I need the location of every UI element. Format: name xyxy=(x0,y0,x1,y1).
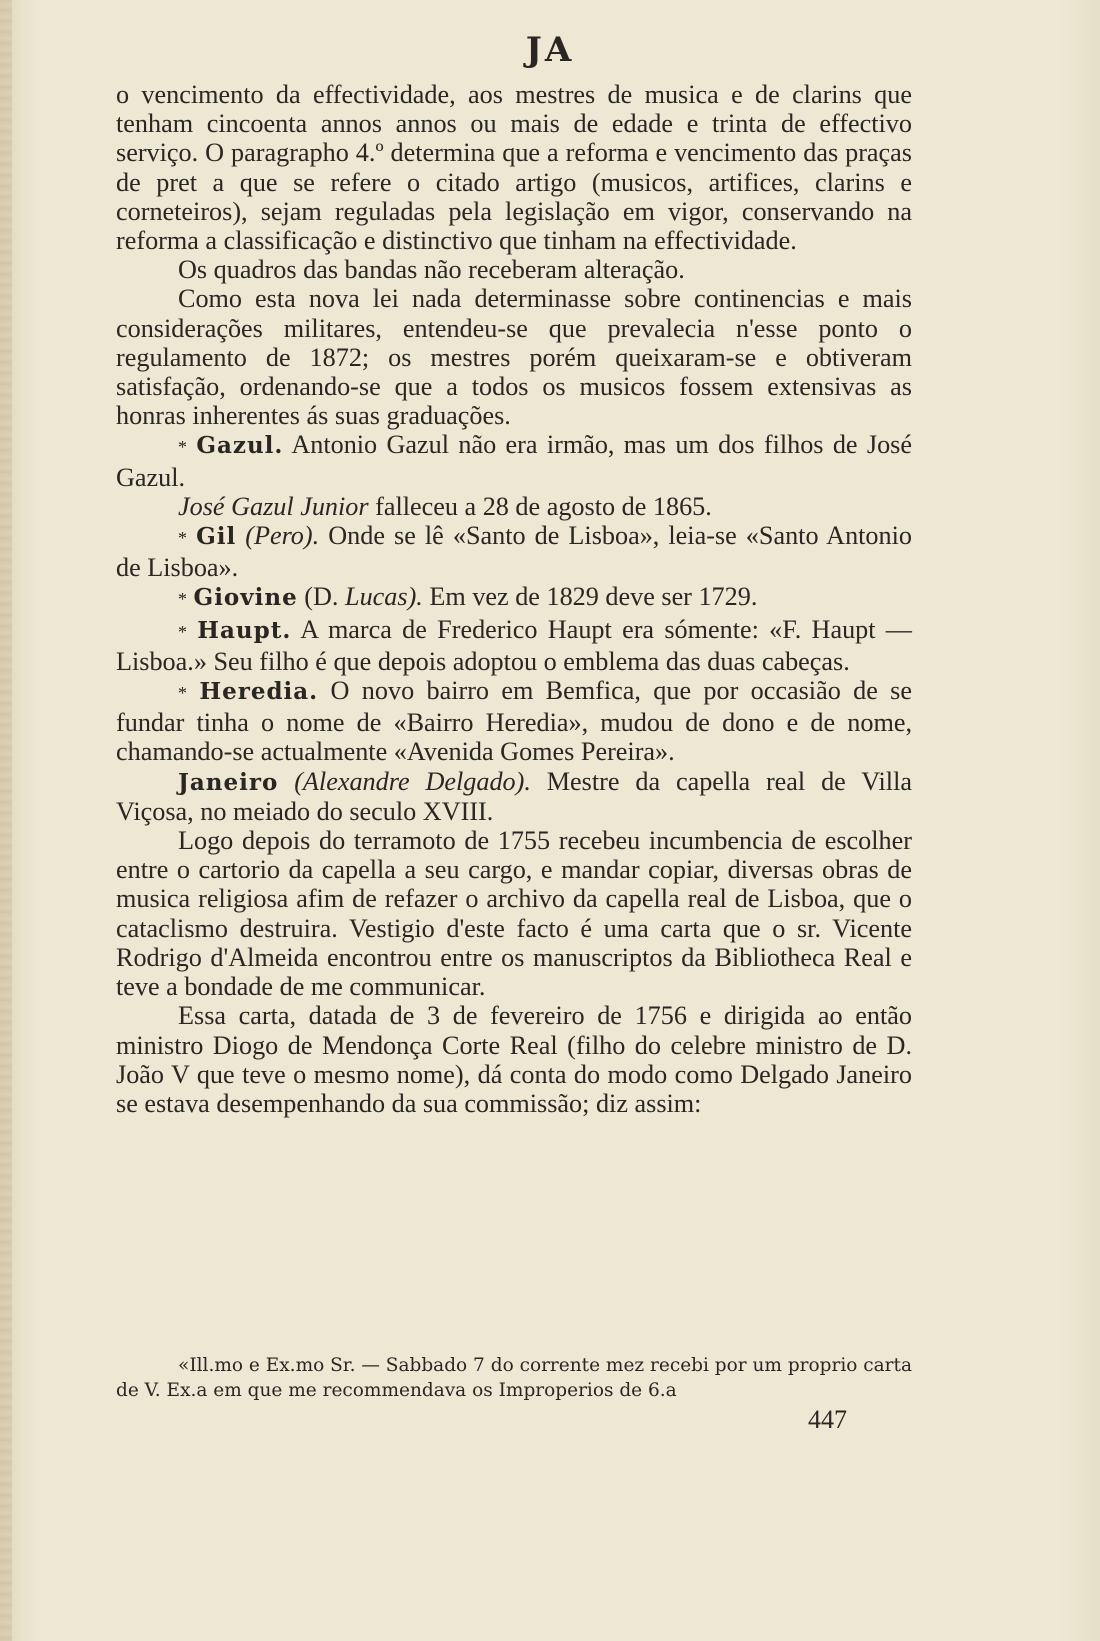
entry-haupt xyxy=(116,615,912,676)
running-header: JA xyxy=(525,30,575,70)
entry-janeiro-text: Mestre da capella real de Villa Viçosa, no meiado do seculo XVIII. xyxy=(116,766,912,826)
page-spine-edge xyxy=(0,0,12,1641)
entry-haupt-head: Haupt. xyxy=(197,616,292,644)
entry-haupt-text: A marca de Frederico Haupt era sómente: «F. Haupt — Lisboa.» Seu filho é que depois adoptou o emblema das duas cabeças. xyxy=(116,614,912,676)
star-mark: * xyxy=(178,437,187,458)
entry-jose-gazul xyxy=(116,492,912,521)
page-number: 447 xyxy=(808,1405,847,1434)
star-mark: * xyxy=(178,528,187,549)
entry-gil-sub: (Pero). xyxy=(236,521,320,551)
entry-jose-text: falleceu a 28 de agosto de 1865. xyxy=(368,491,712,521)
entry-jose-name: José Gazul Junior xyxy=(178,491,369,521)
footnote xyxy=(116,1353,912,1403)
entry-gil-text: Onde se lê «Santo de Lisboa», leia-se «Santo Antonio de Lisboa». xyxy=(116,521,912,583)
entry-giovine xyxy=(116,582,912,614)
star-mark: * xyxy=(178,589,187,610)
entry-gil-head: Gil xyxy=(196,523,237,551)
entry-gazul-text: Antonio Gazul não era irmão, mas um dos filhos de José Gazul. xyxy=(116,430,912,492)
footnote-text: «Ill.mo e Ex.mo Sr. — Sabbado 7 do corrente mez recebi por um proprio carta de V. Ex.a em que me recommendava os Improperios de 6.a xyxy=(116,1355,912,1401)
paragraph-quadros: Os quadros das bandas não receberam alteração. xyxy=(178,255,685,285)
star-mark: * xyxy=(178,683,187,704)
entry-heredia-head: Heredia. xyxy=(199,678,319,706)
star-mark: * xyxy=(178,621,187,642)
entry-heredia-text: O novo bairro em Bemfica, que por occasião de se fundar tinha o nome de «Bairro Heredia», mudou de dono e de nome, chamando-se actualmente «Avenida Gomes Pereira». xyxy=(116,676,912,767)
paragraph-reform: o vencimento da effectividade, aos mestres de musica e de clarins que tenham cincoenta annos annos ou mais de edade e trinta de effectivo serviço. O paragrapho 4.º determina que a reforma e vencimento das praças de pret a que se refere o citado artigo (musicos, artifices, clarins e corneteiros), sejam reguladas pela legislação em vigor, conservando na reforma a classificação e distinctivo que tinham na effectividade. xyxy=(116,80,912,256)
entry-giovine-head: Giovine xyxy=(193,584,298,612)
entry-gil xyxy=(116,521,912,582)
entry-janeiro-head: Janeiro xyxy=(178,768,279,796)
paragraph-logo: Logo depois do terramoto de 1755 recebeu incumbencia de escolher entre o cartorio da capella a seu cargo, e mandar copiar, diversas obras de musica religiosa afim de refazer o archivo da capella real de Lisboa, que o cataclismo destruira. Vestigio d'este facto é uma carta que o sr. Vicente Rodrigo d'Almeida encontrou entre os manuscriptos da Bibliotheca Real e teve a bondade de me communicar. xyxy=(116,826,912,1002)
entry-giovine-sub-b: Lucas). xyxy=(345,582,423,612)
entry-giovine-text: Em vez de 1829 deve ser 1729. xyxy=(422,582,758,612)
entry-gazul xyxy=(116,430,912,491)
entry-janeiro-sub: (Alexandre Delgado). xyxy=(278,766,531,796)
main-text xyxy=(116,80,912,1118)
paragraph-continencias: Como esta nova lei nada determinasse sobre continencias e mais considerações militares, entendeu-se que prevalecia n'esse ponto o regulamento de 1872; os mestres porém queixaram-se e obtiveram satisfação, ordenando-se que a todos os musicos fossem extensivas as honras inherentes ás suas graduações. xyxy=(116,284,912,431)
entry-gazul-head: Gazul. xyxy=(196,432,284,460)
entry-giovine-sub-a: (D. xyxy=(297,582,346,612)
paragraph-essa-carta: Essa carta, datada de 3 de fevereiro de 1756 e dirigida ao então ministro Diogo de Mendonça Corte Real (filho do celebre ministro de D. João V que teve o mesmo nome), dá conta do modo como Delgado Janeiro se estava desempenhando da sua commissão; diz assim: xyxy=(116,1001,912,1118)
entry-janeiro xyxy=(116,767,912,826)
entry-heredia xyxy=(116,676,912,767)
